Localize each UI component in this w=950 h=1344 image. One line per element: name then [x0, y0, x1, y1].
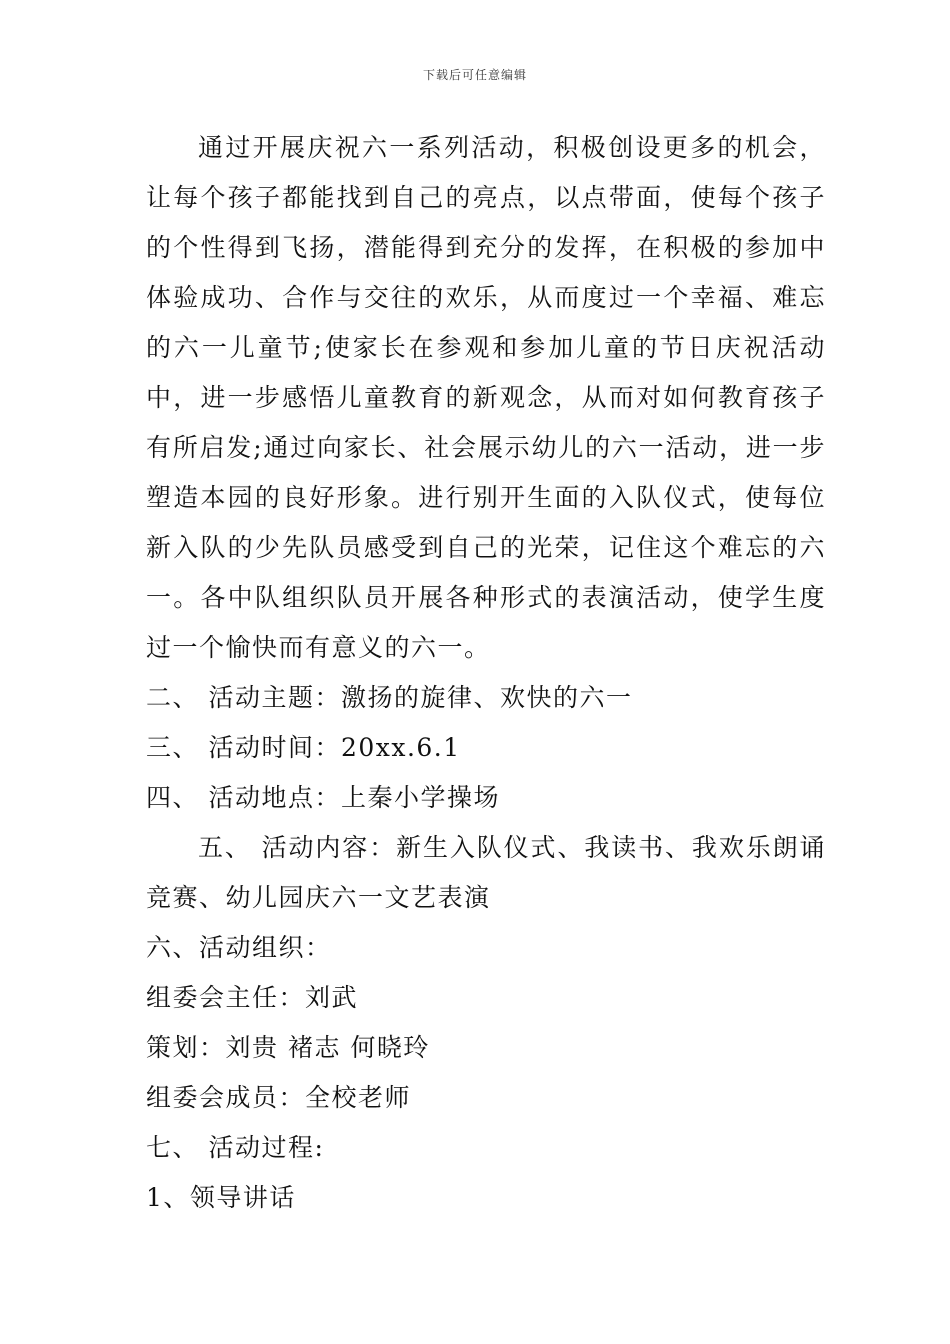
- activity-content: 五、 活动内容：新生入队仪式、我读书、我欢乐朗诵竞赛、幼儿园庆六一文艺表演: [146, 833, 826, 912]
- process-step-1: 1、领导讲话: [146, 1183, 296, 1212]
- activity-theme: 二、 活动主题：激扬的旋律、欢快的六一: [146, 683, 633, 712]
- process-heading: 七、 活动过程:: [146, 1133, 325, 1162]
- committee-members: 组委会成员：全校老师: [146, 1083, 412, 1112]
- activity-time: 三、 活动时间：20xx.6.1: [146, 733, 461, 762]
- document-body: [146, 123, 826, 1223]
- committee-director: 组委会主任：刘武: [146, 983, 359, 1012]
- planners: 策划：刘贵 褚志 何晓玲: [146, 1033, 430, 1062]
- intro-paragraph: 通过开展庆祝六一系列活动，积极创设更多的机会，让每个孩子都能找到自己的亮点，以点带面，使每个孩子的个性得到飞扬，潜能得到充分的发挥，在积极的参加中体验成功、合作与交往的欢乐，从而度过一个幸福、难忘的六一儿童节;使家长在参观和参加儿童的节日庆祝活动中，进一步感悟儿童教育的新观念，从而对如何教育孩子有所启发;通过向家长、社会展示幼儿的六一活动，进一步塑造本园的良好形象。进行别开生面的入队仪式，使每位新入队的少先队员感受到自己的光荣，记住这个难忘的六一。各中队组织队员开展各种形式的表演活动，使学生度过一个愉快而有意义的六一。: [146, 133, 826, 662]
- header-note: 下载后可任意编辑: [422, 68, 527, 82]
- activity-place: 四、 活动地点：上秦小学操场: [146, 783, 500, 812]
- organization-heading: 六、活动组织：: [146, 933, 332, 962]
